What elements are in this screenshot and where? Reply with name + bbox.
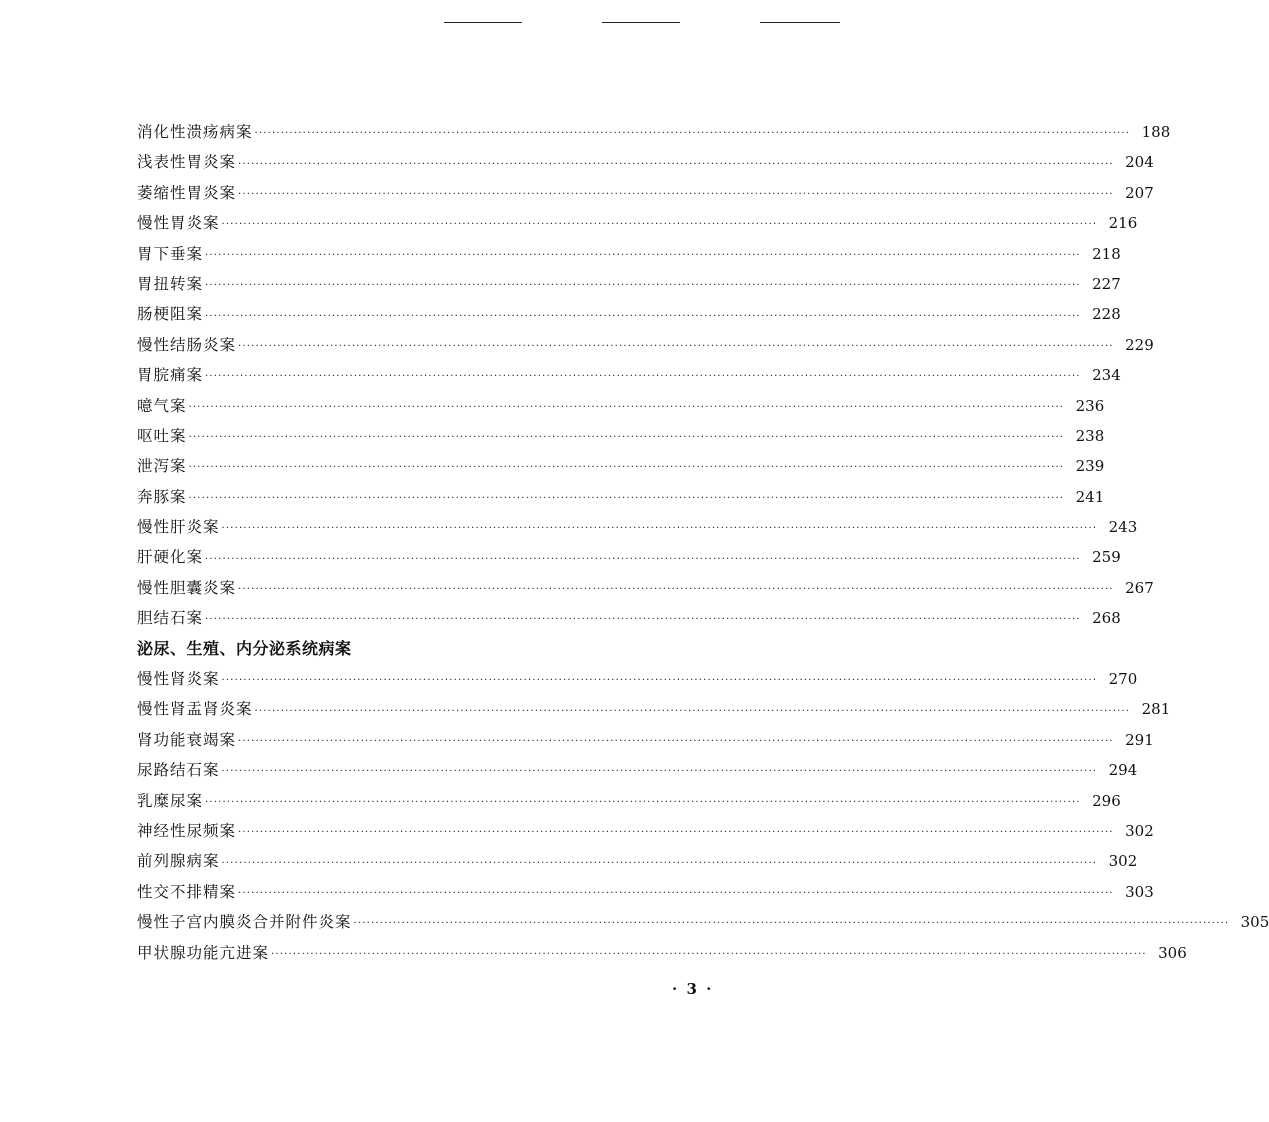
toc-dot-leader: ········································································································································································································ xyxy=(271,948,1147,960)
toc-entry xyxy=(137,907,1269,937)
toc-entry-page: 306 xyxy=(1158,943,1187,962)
toc-dot-leader: ········································································································································································································ xyxy=(238,584,1114,596)
toc-entry xyxy=(137,178,1154,208)
toc-dot-leader: ········································································································································································································ xyxy=(205,371,1081,383)
toc-entry xyxy=(137,755,1138,785)
header-rule-middle xyxy=(602,22,680,23)
toc-entry-title: 慢性肾炎案 xyxy=(137,670,220,689)
toc-entry-title: 胃脘痛案 xyxy=(137,366,204,385)
toc-entry xyxy=(137,542,1121,572)
toc-entry-page: 243 xyxy=(1108,518,1138,537)
toc-dot-leader: ········································································································································································································ xyxy=(221,766,1098,778)
toc-entry xyxy=(137,451,1105,481)
toc-dot-leader: ········································································································································································································ xyxy=(188,432,1065,444)
toc-dot-leader: ········································································································································································································ xyxy=(205,249,1081,261)
toc-entry-page: 236 xyxy=(1075,396,1105,415)
toc-entry-page: 239 xyxy=(1075,457,1105,476)
toc-dot-leader: ········································································································································································································ xyxy=(205,614,1081,626)
toc-entry-page: 281 xyxy=(1141,700,1171,719)
toc-entry-page: 268 xyxy=(1092,609,1121,628)
toc-entry-title: 泄泻案 xyxy=(137,457,187,476)
toc-entry xyxy=(137,846,1138,876)
toc-entry-page: 229 xyxy=(1125,335,1154,354)
toc-entry-title: 甲状腺功能亢进案 xyxy=(137,943,270,962)
toc-entry-page: 241 xyxy=(1075,487,1105,506)
toc-entry-title: 噫气案 xyxy=(137,396,187,415)
section-heading: 泌尿、生殖、内分泌系统病案 xyxy=(137,638,352,658)
toc-entry-page: 267 xyxy=(1125,578,1154,597)
toc-entry-title: 乳糜尿案 xyxy=(137,791,204,810)
toc-entry-title: 慢性肝炎案 xyxy=(137,518,220,537)
toc-entry-page: 294 xyxy=(1108,761,1138,780)
toc-entry xyxy=(137,239,1121,269)
toc-entry xyxy=(137,816,1154,846)
toc-entry-page: 270 xyxy=(1108,670,1138,689)
toc-dot-leader: ········································································································································································································ xyxy=(238,158,1114,170)
toc-dot-leader: ········································································································································································································ xyxy=(221,675,1098,687)
toc-entry xyxy=(137,725,1154,755)
toc-entry-page: 234 xyxy=(1092,366,1121,385)
toc-dot-leader: ········································································································································································································ xyxy=(205,796,1081,808)
toc-entry xyxy=(137,786,1121,816)
toc-entry xyxy=(137,421,1105,451)
toc-entry-title: 尿路结石案 xyxy=(137,761,220,780)
toc-entry xyxy=(137,269,1121,299)
toc-entry-title: 浅表性胃炎案 xyxy=(137,153,237,172)
toc-entry xyxy=(137,603,1121,633)
toc-entry-page: 259 xyxy=(1092,548,1121,567)
toc-dot-leader: ········································································································································································································ xyxy=(221,857,1098,869)
toc-dot-leader: ········································································································································································································ xyxy=(254,128,1131,140)
toc-entry-title: 慢性子宫内膜炎合并附件炎案 xyxy=(137,913,352,932)
toc-entry-title: 萎缩性胃炎案 xyxy=(137,183,237,202)
toc-section-entries xyxy=(137,664,1269,968)
toc-entry-page: 228 xyxy=(1092,305,1121,324)
toc-entry xyxy=(137,482,1105,512)
toc-entry-title: 慢性肾盂肾炎案 xyxy=(137,700,253,719)
toc-dot-leader: ········································································································································································································ xyxy=(188,401,1065,413)
toc-entry-title: 消化性溃疡病案 xyxy=(137,123,253,141)
toc-entry xyxy=(137,694,1171,724)
toc-entry xyxy=(137,299,1121,329)
toc-entry xyxy=(137,391,1105,421)
toc-entry xyxy=(137,360,1121,390)
toc-dot-leader: ········································································································································································································ xyxy=(353,918,1230,930)
toc-entry-page: 302 xyxy=(1108,852,1138,871)
toc-dot-leader: ········································································································································································································ xyxy=(205,553,1081,565)
toc-entry xyxy=(137,208,1138,238)
toc-entry-title: 胆结石案 xyxy=(137,609,204,628)
toc-entry xyxy=(137,117,1171,147)
header-rule-left xyxy=(444,22,522,23)
toc-entry xyxy=(137,573,1154,603)
toc-entry xyxy=(137,938,1187,968)
toc-entry-page: 296 xyxy=(1092,791,1121,810)
toc-entry xyxy=(137,512,1138,542)
toc-entry xyxy=(137,664,1138,694)
toc-dot-leader: ········································································································································································································ xyxy=(205,310,1081,322)
toc-entry xyxy=(137,330,1154,360)
toc-entry xyxy=(137,877,1154,907)
toc-entry-page: 302 xyxy=(1125,821,1154,840)
toc-entry xyxy=(137,147,1154,177)
toc-dot-leader: ········································································································································································································ xyxy=(221,219,1098,231)
toc-entry-title: 前列腺病案 xyxy=(137,852,220,871)
toc-dot-leader: ········································································································································································································ xyxy=(205,280,1081,292)
toc-entry-title: 慢性结肠炎案 xyxy=(137,335,237,354)
toc-entry-page: 227 xyxy=(1092,274,1121,293)
toc-dot-leader: ········································································································································································································ xyxy=(188,462,1065,474)
toc-entry-title: 肝硬化案 xyxy=(137,548,204,567)
toc-entries xyxy=(137,117,1171,634)
page-number: · 3 · xyxy=(672,980,714,998)
toc-dot-leader: ········································································································································································································ xyxy=(238,887,1114,899)
toc-entry-page: 188 xyxy=(1141,123,1171,141)
toc-entry-title: 胃下垂案 xyxy=(137,244,204,263)
toc-entry-title: 神经性尿频案 xyxy=(137,821,237,840)
header-rule-right xyxy=(760,22,840,23)
toc-entry-page: 291 xyxy=(1125,730,1154,749)
toc-entry-title: 肠梗阻案 xyxy=(137,305,204,324)
toc-dot-leader: ········································································································································································································ xyxy=(221,523,1098,535)
toc-entry-page: 216 xyxy=(1108,214,1138,233)
toc-entry-title: 慢性胆囊炎案 xyxy=(137,578,237,597)
toc-entry-title: 肾功能衰竭案 xyxy=(137,730,237,749)
toc-dot-leader: ········································································································································································································ xyxy=(188,492,1065,504)
toc-dot-leader: ········································································································································································································ xyxy=(238,827,1114,839)
table-of-contents xyxy=(137,117,1269,968)
toc-dot-leader: ········································································································································································································ xyxy=(238,736,1114,747)
toc-entry-title: 慢性胃炎案 xyxy=(137,214,220,233)
toc-entry-title: 奔豚案 xyxy=(137,487,187,506)
toc-entry-page: 305 xyxy=(1240,913,1269,932)
toc-dot-leader: ········································································································································································································ xyxy=(238,188,1114,200)
toc-dot-leader: ········································································································································································································ xyxy=(254,705,1131,717)
toc-entry-page: 238 xyxy=(1075,426,1105,445)
toc-entry-page: 207 xyxy=(1125,183,1154,202)
toc-dot-leader: ········································································································································································································ xyxy=(238,340,1114,352)
toc-entry-page: 303 xyxy=(1125,882,1154,901)
toc-entry-page: 218 xyxy=(1092,244,1121,263)
toc-entry-title: 胃扭转案 xyxy=(137,274,204,293)
toc-entry-page: 204 xyxy=(1125,153,1154,172)
toc-entry-title: 性交不排精案 xyxy=(137,882,237,901)
toc-entry-title: 呕吐案 xyxy=(137,426,187,445)
